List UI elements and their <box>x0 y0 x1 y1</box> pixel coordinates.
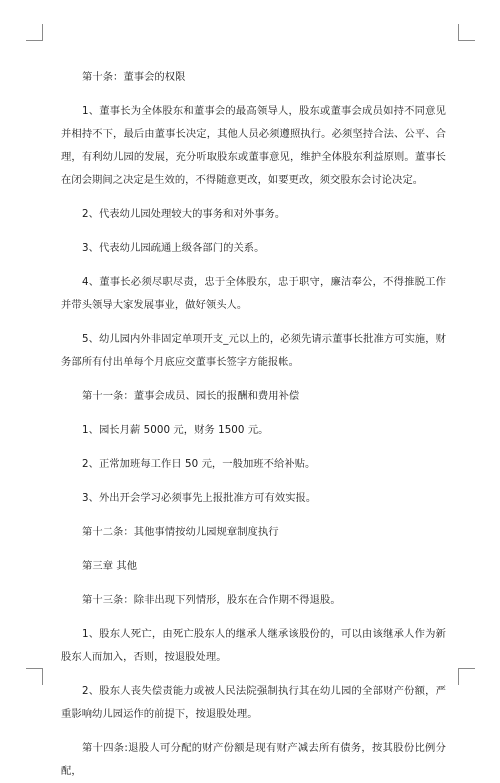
crop-mark-bottom-left <box>26 668 43 685</box>
crop-mark-top-left <box>26 24 43 41</box>
chapter-3-heading: 第三章 其他 <box>82 560 138 572</box>
crop-mark-bottom-right <box>458 668 475 685</box>
article-10-heading: 第十条：董事会的权限 <box>82 71 186 83</box>
crop-mark-top-right <box>458 24 475 41</box>
article-13-item-1: 1、股东人死亡，由死亡股东人的继承人继承该股份的，可以由该继承人作为新股东人而加入，否则，按退股处理。 <box>61 628 446 663</box>
article-13-heading: 第十三条：除非出现下列情形，股东在合作期不得退股。 <box>82 594 341 606</box>
document-body <box>61 66 446 783</box>
article-13-item-2: 2、股东人丧失偿责能力或被人民法院强制执行其在幼儿园的全部财产份额，严重影响幼儿园运作的前提下，按退股处理。 <box>61 685 446 720</box>
article-10-item-3: 3、代表幼儿园疏通上级各部门的关系。 <box>82 242 265 254</box>
article-10-item-5: 5、幼儿园内外非固定单项开支_元以上的，必须先请示董事长批准方可实施，财务部所有付出单每个月底应交董事长签字方能报帐。 <box>61 333 446 368</box>
article-10-item-4: 4、董事长必须尽职尽责，忠于全体股东，忠于职守，廉洁奉公，不得推脱工作并带头领导大家发展事业，做好领头人。 <box>61 276 446 311</box>
article-10-item-2: 2、代表幼儿园处理较大的事务和对外事务。 <box>82 208 286 220</box>
article-10-item-1: 1、董事长为全体股东和董事会的最高领导人，股东或董事会成员如持不同意见并相持不下，最后由董事长决定，其他人员必须遵照执行。必须坚持合法、公平、合理，有利幼儿园的发展，充分听取股东或董事意见，维护全体股东利益原则。董事长在闭会期间之决定是生效的，不得随意更改，如要更改，须交股东会讨论决定。 <box>61 105 446 186</box>
article-11-item-3: 3、外出开会学习必须事先上报批准方可有效实报。 <box>82 492 317 504</box>
article-11-item-2: 2、正常加班每工作日 50 元，一般加班不给补贴。 <box>82 458 316 470</box>
article-12-heading: 第十二条：其他事情按幼儿园规章制度执行 <box>82 526 279 538</box>
article-11-heading: 第十一条：董事会成员、园长的报酬和费用补偿 <box>82 390 300 402</box>
article-14-text: 第十四条:退股人可分配的财产份额是现有财产减去所有债务，按其股份比例分配， <box>61 742 446 777</box>
article-11-item-1: 1、园长月薪 5000 元，财务 1500 元。 <box>82 424 269 436</box>
